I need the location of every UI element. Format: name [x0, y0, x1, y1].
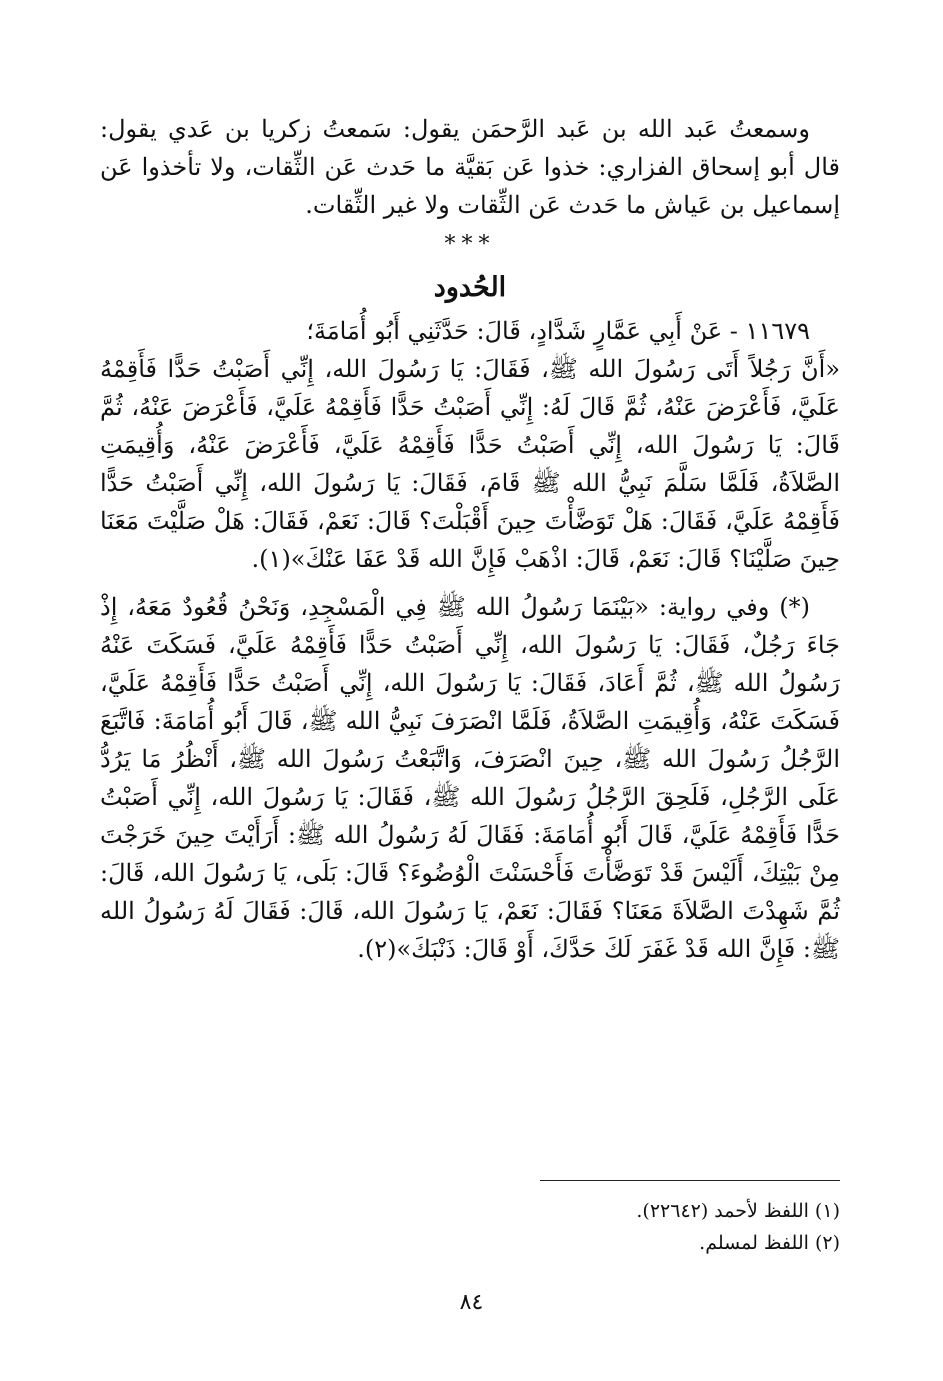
footnotes	[100, 1180, 840, 1259]
hadith-header: ١١٦٧٩ - عَنْ أَبِي عَمَّارٍ شَدَّادٍ، قَالَ: حَدَّثَنِي أَبُو أُمَامَةَ؛	[306, 317, 810, 345]
intro-paragraph: وسمعتُ عَبد الله بن عَبد الرَّحمَن يقول: سَمعتُ زكريا بن عَدي يقول: قال أبو إسحاق الفزاري: خذوا عَن بَقيَّة ما حَدث عَن الثِّقات، ولا تأخذوا عَن إسماعيل بن عَياش ما حَدث عَن الثِّقات ولا غير الثِّقات.	[100, 115, 840, 219]
section-separator: ***	[444, 232, 496, 257]
footnote-1: (١) اللفظ لأحمد (٢٢٦٤٢).	[636, 1200, 840, 1222]
footnote-divider	[540, 1180, 840, 1181]
hadith-variant: (*) وفي رواية: «بَيْنَمَا رَسُولُ الله ﷺ فِي الْمَسْجِدِ، وَنَحْنُ قُعُودٌ مَعَهُ، إِذْ جَاءَ رَجُلٌ، فَقَالَ: يَا رَسُولَ الله، إِنِّي أَصَبْتُ حَدًّا فَأَقِمْهُ عَلَيَّ، فَسَكَتَ عَنْهُ رَسُولُ الله ﷺ، ثُمَّ أَعَادَ، فَقَالَ: يَا رَسُولَ الله، إِنِّي أَصَبْتُ حَدًّا فَأَقِمْهُ عَلَيَّ، فَسَكَتَ عَنْهُ، وَأُقِيمَتِ الصَّلاَةُ، فَلَمَّا انْصَرَفَ نَبِيُّ الله ﷺ، قَالَ أَبُو أُمَامَةَ: فَاتَّبَعَ الرَّجُلُ رَسُولَ الله ﷺ، حِينَ انْصَرَفَ، وَاتَّبَعْتُ رَسُولَ الله ﷺ، أَنْظُرُ مَا يَرُدُّ عَلَى الرَّجُلِ، فَلَحِقَ الرَّجُلُ رَسُولَ الله ﷺ، فَقَالَ: يَا رَسُولَ الله، إِنِّي أَصَبْتُ حَدًّا فَأَقِمْهُ عَلَيَّ، قَالَ أَبُو أُمَامَةَ: فَقَالَ لَهُ رَسُولُ الله ﷺ: أَرَأَيْتَ حِينَ خَرَجْتَ مِنْ بَيْتِكَ، أَلَيْسَ قَدْ تَوَضَّأْتَ فَأَحْسَنْتَ الْوُضُوءَ؟ قَالَ: بَلَى، يَا رَسُولَ الله، قَالَ: ثُمَّ شَهِدْتَ الصَّلاَةَ مَعَنَا؟ فَقَالَ: نَعَمْ، يَا رَسُولَ الله، قَالَ: فَقَالَ لَهُ رَسُولُ الله ﷺ: فَإِنَّ الله قَدْ غَفَرَ لَكَ حَدَّكَ، أَوْ قَالَ: ذَنْبَكَ»(٢).	[100, 593, 840, 963]
section-heading: الحُدود	[433, 272, 507, 303]
hadith-text: «أَنَّ رَجُلاً أَتَى رَسُولَ الله ﷺ، فَقَالَ: يَا رَسُولَ الله، إِنِّي أَصَبْتُ حَدًّا فَأَقِمْهُ عَلَيَّ، فَأَعْرَضَ عَنْهُ، ثُمَّ قَالَ لَهُ: إِنِّي أَصَبْتُ حَدًّا فَأَقِمْهُ عَلَيَّ، فَأَعْرَضَ عَنْهُ، ثُمَّ قَالَ: يَا رَسُولَ الله، إِنِّي أَصَبْتُ حَدًّا فَأَقِمْهُ عَلَيَّ، فَأَعْرَضَ عَنْهُ، وَأُقِيمَتِ الصَّلاَةُ، فَلَمَّا سَلَّمَ نَبِيُّ الله ﷺ قَامَ، فَقَالَ: يَا رَسُولَ الله، إِنِّي أَصَبْتُ حَدًّا فَأَقِمْهُ عَلَيَّ، فَقَالَ: هَلْ تَوَضَّأْتَ حِينَ أَقْبَلْتَ؟ قَالَ: نَعَمْ، فَقَالَ: هَلْ صَلَّيْتَ مَعَنَا حِينَ صَلَّيْنَا؟ قَالَ: نَعَمْ، قَالَ: اذْهَبْ فَإِنَّ الله قَدْ عَفَا عَنْكَ»(١).	[100, 355, 840, 573]
page-number: ٨٤	[459, 1290, 484, 1315]
page-body	[100, 110, 840, 968]
footnote-2: (٢) اللفظ لمسلم.	[699, 1232, 840, 1254]
